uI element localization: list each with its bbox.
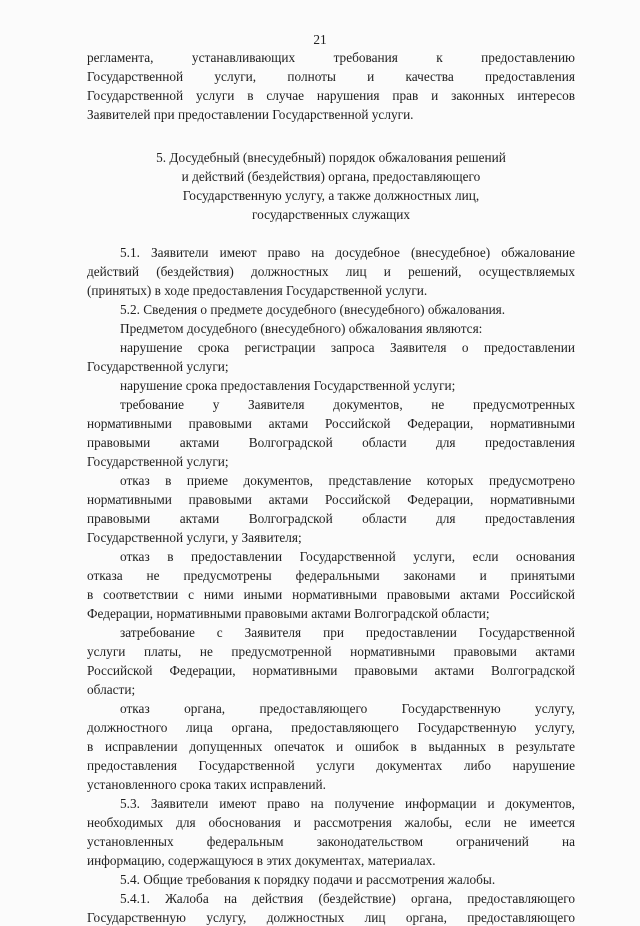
text-line: нормативными правовыми актами Российской Федерации, нормативными xyxy=(87,416,575,431)
text-line: 5. Досудебный (внесудебный) порядок обжалования решений xyxy=(156,150,506,165)
text-line: Государственную услугу, должностных лиц органа, предоставляющего xyxy=(87,910,575,925)
text-line: правовыми актами Волгоградской области для предоставления xyxy=(87,511,575,526)
text-line: отказ в приеме документов, представление которых предусмотрено xyxy=(120,473,575,488)
text-line: информацию, содержащуюся в этих документах, материалах. xyxy=(87,853,436,868)
text-line: Федерации, нормативными правовыми актами Волгоградской области; xyxy=(87,606,490,621)
text-line: (принятых) в ходе предоставления Государственной услуги. xyxy=(87,283,428,298)
text-line: в исправлении допущенных опечаток и ошибок в выданных в результате xyxy=(87,739,575,754)
text-line: 5.2. Сведения о предмете досудебного (внесудебного) обжалования. xyxy=(120,302,506,317)
text-line: Государственную услугу, а также должностных лиц, xyxy=(182,188,480,203)
text-line: нарушение срока предоставления Государственной услуги; xyxy=(120,378,456,393)
text-line: правовыми актами Волгоградской области для предоставления xyxy=(87,435,575,450)
text-line: предоставления Государственной услуги документах либо нарушение xyxy=(87,758,575,773)
text-line: Государственной услуги, у Заявителя; xyxy=(87,530,302,545)
text-line: действий (бездействия) должностных лиц и решений, осуществляемых xyxy=(87,264,575,279)
text-line: необходимых для обоснования и рассмотрения жалобы, если не имеется xyxy=(87,815,575,830)
text-line: нарушение срока регистрации запроса Заявителя о предоставлении xyxy=(120,340,575,355)
text-line: области; xyxy=(87,682,136,697)
text-line: отказа не предусмотрены федеральными законами и принятыми xyxy=(87,568,575,583)
text-line: затребование с Заявителя при предоставлении Государственной xyxy=(120,625,575,640)
text-line: отказ органа, предоставляющего Государственную услугу, xyxy=(120,701,575,716)
text-line: и действий (бездействия) органа, предоставляющего xyxy=(181,169,481,184)
text-line: Российской Федерации, нормативными правовыми актами Волгоградской xyxy=(87,663,575,678)
text-line: 5.1. Заявители имеют право на досудебное (внесудебное) обжалование xyxy=(120,245,575,260)
text-line: нормативными правовыми актами Российской Федерации, нормативными xyxy=(87,492,575,507)
text-line: регламента, устанавливающих требования к предоставлению xyxy=(87,50,575,65)
text-line: 5.4.1. Жалоба на действия (бездействие) органа, предоставляющего xyxy=(120,891,575,906)
text-line: услуги платы, не предусмотренной нормативными правовыми актами xyxy=(87,644,575,659)
text-line: требование у Заявителя документов, не предусмотренных xyxy=(120,397,575,412)
text-line: Государственной услуги; xyxy=(87,454,229,469)
text-line: Государственной услуги в случае нарушения прав и законных интересов xyxy=(87,88,575,103)
page-number: 21 xyxy=(313,32,327,47)
text-line: государственных служащих xyxy=(251,207,410,222)
text-line: Государственной услуги, полноты и качества предоставления xyxy=(87,69,575,84)
text-line: отказ в предоставлении Государственной услуги, если основания xyxy=(120,549,575,564)
text-line: 5.3. Заявители имеют право на получение информации и документов, xyxy=(120,796,575,811)
text-line: установленного срока таких исправлений. xyxy=(87,777,326,792)
text-line: Государственной услуги; xyxy=(87,359,229,374)
text-line: Заявителей при предоставлении Государственной услуги. xyxy=(87,107,414,122)
text-line: в соответствии с ними иными нормативными правовыми актами Российской xyxy=(87,587,575,602)
text-line: установленных федеральным законодательством ограничений на xyxy=(87,834,575,849)
text-line: Предметом досудебного (внесудебного) обжалования являются: xyxy=(120,321,483,336)
text-line: 5.4. Общие требования к порядку подачи и рассмотрения жалобы. xyxy=(120,872,496,887)
text-line: должностного лица органа, предоставляющего Государственную услугу, xyxy=(87,720,575,735)
